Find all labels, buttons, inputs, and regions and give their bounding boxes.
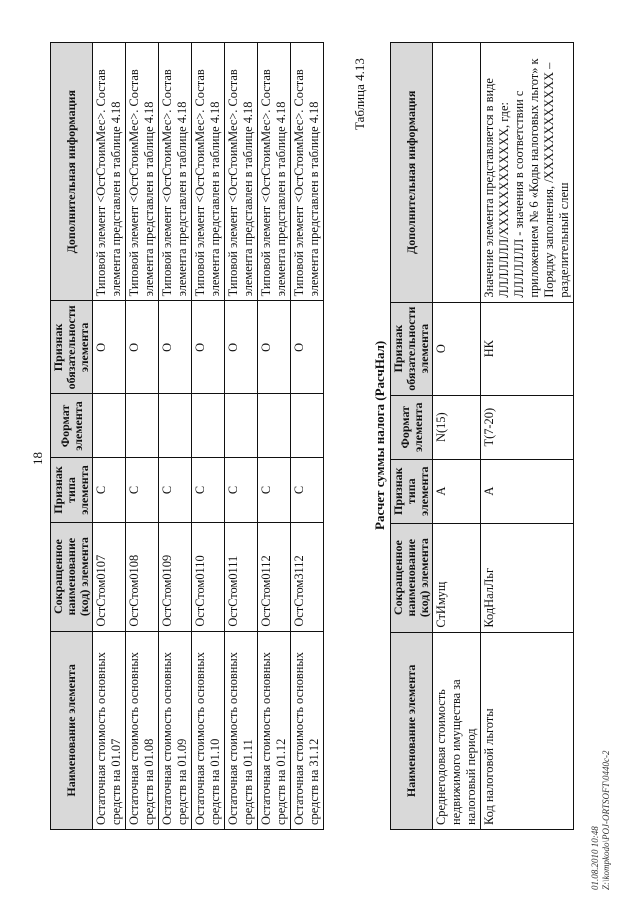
cell-type: С	[291, 458, 324, 522]
table-header-row	[391, 43, 433, 830]
table-row	[258, 43, 291, 830]
cell-code: ОстСтом0107	[93, 522, 126, 631]
cell-type: С	[258, 458, 291, 522]
table-title: Расчет суммы налога (РасчНал)	[372, 340, 387, 530]
cell-info: Типовой элемент <ОстСтоимМес>. Состав элемента представлен в таблице 4.18	[291, 43, 324, 301]
cell-code: ОстСтом0108	[126, 522, 159, 631]
cell-code: ОстСтом0111	[225, 522, 258, 631]
header-required: Признак обязательности элемента	[51, 301, 93, 394]
cell-name: Код налоговой льготы	[481, 632, 574, 829]
cell-name: Остаточная стоимость основных средств на 01.07	[93, 631, 126, 829]
table-row	[291, 43, 324, 830]
cell-required: НК	[481, 302, 574, 395]
cell-info: Типовой элемент <ОстСтоимМес>. Состав элемента представлен в таблице 4.18	[192, 43, 225, 301]
cell-format	[258, 394, 291, 458]
cell-code: ОстСтом0110	[192, 522, 225, 631]
cell-code: КодНалЛьг	[481, 523, 574, 632]
cell-required: О	[225, 301, 258, 394]
footer-timestamp: 01.08.2010 10:48	[590, 826, 600, 890]
cell-format	[225, 394, 258, 458]
header-format: Формат элемента	[51, 394, 93, 458]
cell-code: СтИмущ	[433, 523, 481, 632]
table-row	[93, 43, 126, 830]
header-info: Дополнительная информация	[391, 43, 433, 303]
header-type: Признак типа элемента	[51, 458, 93, 522]
header-required: Признак обязательности элемента	[391, 302, 433, 395]
cell-type: А	[433, 459, 481, 523]
header-format: Формат элемента	[391, 395, 433, 459]
cell-required: О	[93, 301, 126, 394]
tax-calculation-table	[390, 42, 574, 830]
table-label: Таблица 4.13	[352, 58, 367, 130]
cell-required: О	[433, 302, 481, 395]
cell-required: О	[291, 301, 324, 394]
cell-code: ОстСтом3112	[291, 522, 324, 631]
cell-format: T(7-20)	[481, 395, 574, 459]
cell-type: С	[93, 458, 126, 522]
table-row	[159, 43, 192, 830]
table-row	[481, 43, 574, 830]
cell-name: Остаточная стоимость основных средств на 01.10	[192, 631, 225, 829]
cell-name: Остаточная стоимость основных средств на 01.11	[225, 631, 258, 829]
cell-info: Типовой элемент <ОстСтоимМес>. Состав элемента представлен в таблице 4.18	[126, 43, 159, 301]
table-row	[126, 43, 159, 830]
footer-path: Z:\kompkodo\POJ-ORTSOFT\0440c-2	[601, 750, 611, 890]
cell-format	[159, 394, 192, 458]
cell-info	[433, 43, 481, 303]
cell-format	[126, 394, 159, 458]
cell-name: Остаточная стоимость основных средств на 01.08	[126, 631, 159, 829]
cell-format	[192, 394, 225, 458]
cell-info: Типовой элемент <ОстСтоимМес>. Состав элемента представлен в таблице 4.18	[258, 43, 291, 301]
header-name: Наименование элемента	[51, 631, 93, 829]
cell-info: Значение элемента представляется в виде ЛЛЛЛЛЛЛ/ХХХХХХХХХХХХ, где: ЛЛЛЛЛЛЛ - значения в соответствии с приложением № 6 «Коды налоговых льгот» к Порядку заполнения, /ХХХХХХХХХХХХ – разделительный слеш	[481, 43, 574, 303]
table-row	[225, 43, 258, 830]
cell-type: А	[481, 459, 574, 523]
cell-type: С	[159, 458, 192, 522]
cell-required: О	[258, 301, 291, 394]
page-number: 18	[30, 452, 45, 465]
table-header-row	[51, 43, 93, 830]
cell-code: ОстСтом0109	[159, 522, 192, 631]
header-code: Сокращенное наименование (код) элемента	[51, 522, 93, 631]
cell-required: О	[126, 301, 159, 394]
cell-type: С	[192, 458, 225, 522]
cell-name: Остаточная стоимость основных средств на 01.09	[159, 631, 192, 829]
header-info: Дополнительная информация	[51, 43, 93, 301]
cell-format: N(15)	[433, 395, 481, 459]
cell-info: Типовой элемент <ОстСтоимМес>. Состав элемента представлен в таблице 4.18	[159, 43, 192, 301]
cell-name: Среднегодовая стоимость недвижимого имущества за налоговый период	[433, 632, 481, 829]
header-type: Признак типа элемента	[391, 459, 433, 523]
cell-code: ОстСтом0112	[258, 522, 291, 631]
cell-name: Остаточная стоимость основных средств на 01.12	[258, 631, 291, 829]
cell-name: Остаточная стоимость основных средств на 31.12	[291, 631, 324, 829]
cell-required: О	[192, 301, 225, 394]
cell-type: С	[126, 458, 159, 522]
footer	[590, 751, 612, 890]
elements-table	[50, 42, 324, 830]
cell-format	[93, 394, 126, 458]
header-name: Наименование элемента	[391, 632, 433, 829]
cell-format	[291, 394, 324, 458]
cell-required: О	[159, 301, 192, 394]
header-code: Сокращенное наименование (код) элемента	[391, 523, 433, 632]
table-row	[192, 43, 225, 830]
table-row	[433, 43, 481, 830]
cell-info: Типовой элемент <ОстСтоимМес>. Состав элемента представлен в таблице 4.18	[225, 43, 258, 301]
cell-info: Типовой элемент <ОстСтоимМес>. Состав элемента представлен в таблице 4.18	[93, 43, 126, 301]
cell-type: С	[225, 458, 258, 522]
